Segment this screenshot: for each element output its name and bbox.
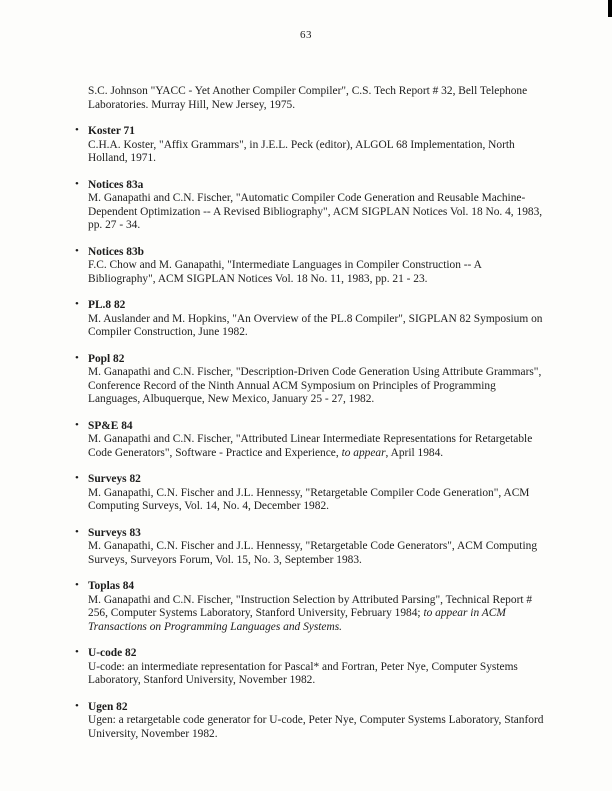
bib-entry-label (75, 298, 550, 313)
bib-entry-key: SP&E 84 (88, 419, 133, 432)
bib-entry-text: F.C. Chow and M. Ganapathi, "Intermediate Languages in Compiler Construction -- A Bibliography", ACM SIGPLAN Notices Vol. 18 No. 11, 1983, pp. 21 - 23. (88, 259, 482, 285)
bib-entry-label (75, 646, 550, 661)
bib-entry-key: Surveys 82 (88, 473, 141, 485)
bullet-icon: • (75, 351, 79, 364)
bib-entry-label (75, 244, 550, 260)
bib-entry-key: Surveys 83 (88, 526, 141, 539)
bib-entry-label (75, 124, 550, 139)
bullet-icon: • (75, 579, 79, 591)
bib-entry (75, 298, 550, 340)
bib-entry (75, 472, 550, 514)
bib-entry-key: Ugen 82 (88, 700, 128, 713)
bib-entry-label (75, 177, 550, 193)
bib-entry (75, 124, 550, 166)
continuation-paragraph: S.C. Johnson "YACC - Yet Another Compiler Compiler", C.S. Tech Report # 32, Bell Telephone Laboratories. Murray Hill, New Jersey, 1975. (88, 85, 528, 111)
bullet-icon: • (75, 418, 79, 431)
bullet-icon: • (75, 699, 79, 712)
bib-entry-label (75, 472, 550, 487)
bib-entry-label (75, 351, 550, 367)
bib-entry (75, 525, 550, 568)
bib-entry-key: Notices 83b (88, 245, 144, 258)
bib-entry (75, 579, 550, 634)
bib-entry (75, 351, 550, 407)
bullet-icon: • (75, 472, 79, 484)
bullet-icon: • (75, 525, 79, 538)
bib-entry-text: M. Ganapathi and C.N. Fischer, "Automatic Compiler Code Generation and Reusable Machine-Dependent Optimization -- A Revised Bibliography", ACM SIGPLAN Notices Vol. 18 No. 4, 1983, pp. 27 - 34. (88, 192, 543, 231)
bib-entry-key: Notices 83a (88, 178, 144, 191)
bib-entry-key: U-code 82 (88, 647, 137, 659)
bib-entry-text: M. Ganapathi, C.N. Fischer and J.L. Hennessy, "Retargetable Compiler Code Generation", ACM Computing Surveys, Vol. 14, No. 4, December 1982. (88, 486, 530, 512)
bib-entry-key: Toplas 84 (88, 580, 135, 592)
bib-entry-text: C.H.A. Koster, "Affix Grammars", in J.E.L. Peck (editor), ALGOL 68 Implementation, North Holland, 1971. (88, 138, 515, 164)
bib-entry-text: Ugen: a retargetable code generator for U-code, Peter Nye, Computer Systems Laboratory, Stanford University, November 1982. (88, 714, 544, 740)
bib-entry-text: U-code: an intermediate representation for Pascal* and Fortran, Peter Nye, Computer Systems Laboratory, Stanford University, November 1982. (88, 660, 518, 686)
bullet-icon: • (75, 298, 79, 310)
bib-entry-text: M. Ganapathi and C.N. Fischer, "Instruction Selection by Attributed Parsing", Technical Report # 256, Computer Systems Laboratory, Stanford University, February 1984; to appear in ACM Transactions on Programming Languages and Systems. (88, 593, 533, 633)
bullet-icon: • (75, 244, 79, 257)
bibliography-list (75, 124, 550, 741)
bib-entry-key: Popl 82 (88, 352, 125, 365)
bib-entry-text: M. Auslander and M. Hopkins, "An Overview of the PL.8 Compiler", SIGPLAN 82 Symposium on Compiler Construction, June 1982. (88, 312, 543, 338)
scan-artifact-mark (608, 0, 612, 17)
bib-entry-label (75, 699, 550, 715)
bib-entry-text: M. Ganapathi and C.N. Fischer, "Attributed Linear Intermediate Representations for Retargetable Code Generators", Software - Practice and Experience, to appear, April 1984. (88, 433, 533, 459)
bib-entry-label (75, 418, 550, 434)
bullet-icon: • (75, 124, 79, 136)
bib-entry-label (75, 525, 550, 541)
page-number: 63 (300, 29, 312, 41)
bib-entry (75, 244, 550, 287)
bib-entry (75, 699, 550, 742)
bullet-icon: • (75, 177, 79, 190)
bib-entry (75, 646, 550, 688)
bib-entry-key: Koster 71 (88, 125, 135, 137)
bullet-icon: • (75, 646, 79, 658)
bib-entry-label (75, 579, 550, 594)
bib-entry-key: PL.8 82 (88, 299, 126, 311)
bibliography-content (75, 85, 550, 741)
bib-entry-text: M. Ganapathi, C.N. Fischer and J.L. Hennessy, "Retargetable Code Generators", ACM Computing Surveys, Surveyors Forum, Vol. 15, No. 3, September 1983. (88, 540, 538, 566)
bib-entry-text: M. Ganapathi and C.N. Fischer, "Description-Driven Code Generation Using Attribute Grammars", Conference Record of the Ninth Annual ACM Symposium on Principles of Programming Languages, Albuquerque, New Mexico, January 25 - 27, 1982. (88, 366, 542, 405)
bib-entry (75, 177, 550, 233)
bib-entry (75, 418, 550, 461)
